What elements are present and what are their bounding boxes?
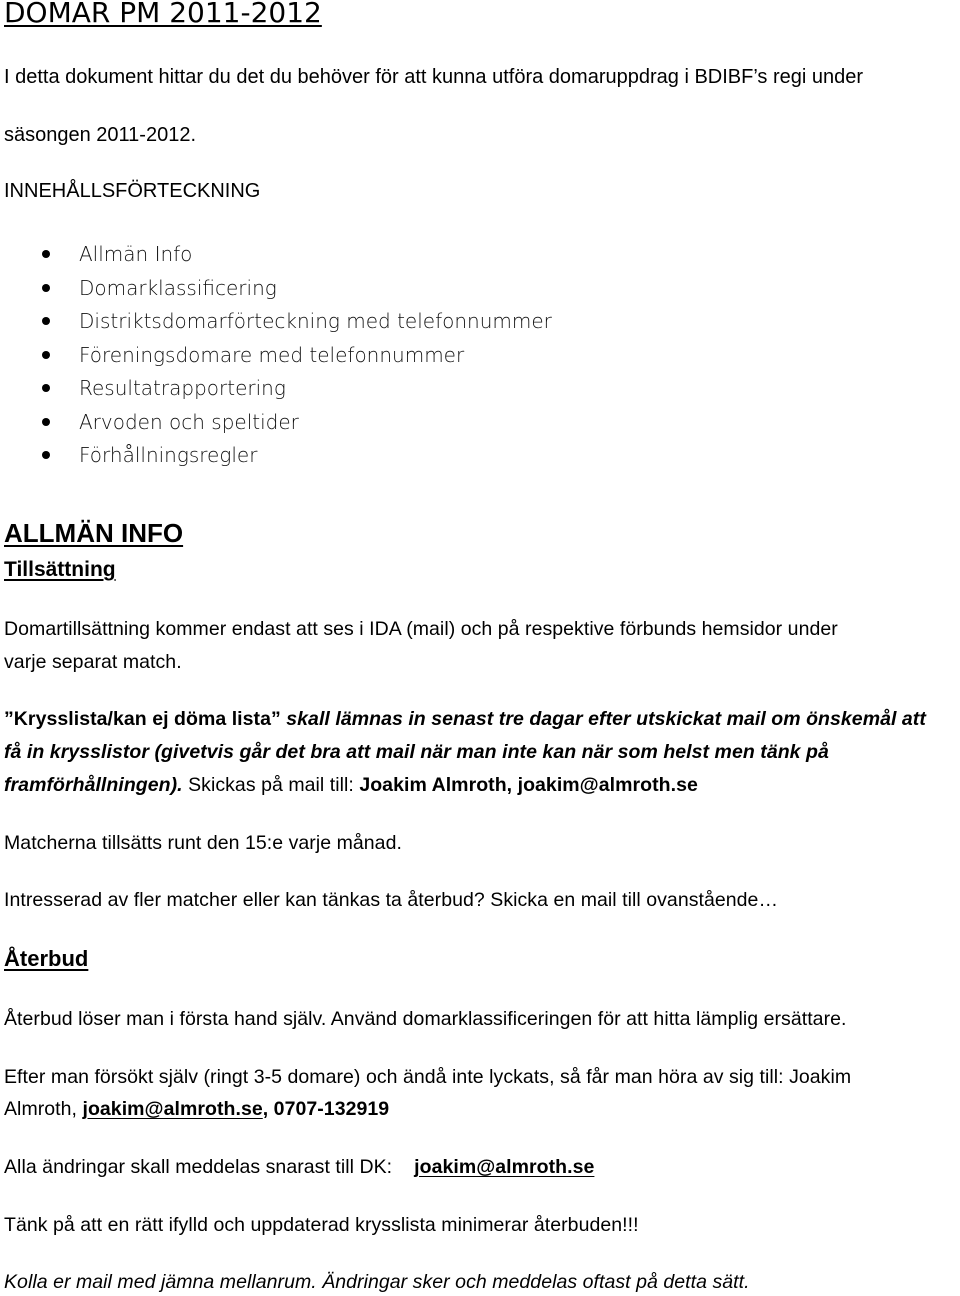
toc-item-distriktsdomarforteckning: Distriktsdomarförteckning med telefonnummer — [42, 307, 552, 341]
toc-item-forhallningsregler: Förhållningsregler — [42, 441, 552, 475]
tillsattning-para-line-1: Domartillsättning kommer endast att ses i IDA (mail) och på respektive förbunds hemsidor under — [4, 618, 838, 640]
kolla-text: Kolla er mail med jämna mellanrum. Ändringar sker och meddelas oftast på detta sätt. — [4, 1271, 750, 1293]
aterbud-email-link[interactable]: joakim@almroth.se — [82, 1098, 263, 1120]
krysslista-framforhallningen: framförhållningen). — [4, 774, 183, 796]
intro-line-1: I detta dokument hittar du det du behöver för att kunna utföra domaruppdrag i BDIBF’s regi under — [4, 66, 864, 88]
intresserad-text: Intresserad av fler matcher eller kan tänkas ta återbud? Skicka en mail till ovanstående… — [4, 889, 779, 911]
toc-item-foreningsdomare: Föreningsdomare med telefonnummer — [42, 341, 552, 375]
page-title: DOMAR PM 2011-2012 — [4, 0, 322, 29]
aterbud-line-1: Återbud löser man i första hand själv. Använd domarklassificeringen för att hitta lämplig ersättare. — [4, 1008, 847, 1030]
subheading-aterbud: Återbud — [4, 946, 89, 971]
toc-item-resultatrapportering: Resultatrapportering — [42, 374, 552, 408]
dk-email-link[interactable]: joakim@almroth.se — [414, 1156, 595, 1178]
krysslista-quote: ”Krysslista/kan ej döma lista” — [4, 708, 281, 730]
krysslista-skickas: Skickas på mail till: — [182, 774, 360, 796]
krysslista-line-2: få in krysslistor (givetvis går det bra att mail när man inte kan när som helst men tänk på — [4, 741, 829, 763]
section-heading-allman-info: ALLMÄN INFO — [4, 518, 184, 548]
toc-item-arvoden: Arvoden och speltider — [42, 408, 552, 442]
aterbud-almroth: Almroth, — [4, 1098, 83, 1120]
toc-item-domarklassificering: Domarklassificering — [42, 274, 552, 308]
krysslista-contact: Joakim Almroth, joakim@almroth.se — [359, 774, 698, 796]
intro-line-2: säsongen 2011-2012. — [4, 124, 197, 146]
tank-text: Tänk på att en rätt ifylld och uppdaterad krysslista minimerar återbuden!!! — [4, 1214, 639, 1236]
krysslista-text-1: skall lämnas in senast tre dagar efter utskickat mail om önskemål att — [280, 708, 926, 730]
subheading-tillsattning: Tillsättning — [4, 558, 116, 581]
tillsattning-para-line-2: varje separat match. — [4, 651, 182, 673]
krysslista-line-3 — [4, 774, 698, 797]
toc-heading: INNEHÅLLSFÖRTECKNING — [4, 180, 261, 202]
krysslista-line-1 — [4, 708, 926, 731]
toc-list — [42, 240, 552, 475]
aterbud-line-2: Efter man försökt själv (ringt 3-5 domare) och ändå inte lyckats, så får man höra av sig till: Joakim — [4, 1066, 852, 1088]
dk-text: Alla ändringar skall meddelas snarast till DK: — [4, 1156, 393, 1178]
aterbud-phone: , 0707-132919 — [262, 1098, 390, 1120]
toc-item-allman-info: Allmän Info — [42, 240, 552, 274]
aterbud-line-3 — [4, 1098, 389, 1121]
dk-line — [4, 1156, 594, 1179]
matcherna-text: Matcherna tillsätts runt den 15:e varje månad. — [4, 832, 402, 854]
